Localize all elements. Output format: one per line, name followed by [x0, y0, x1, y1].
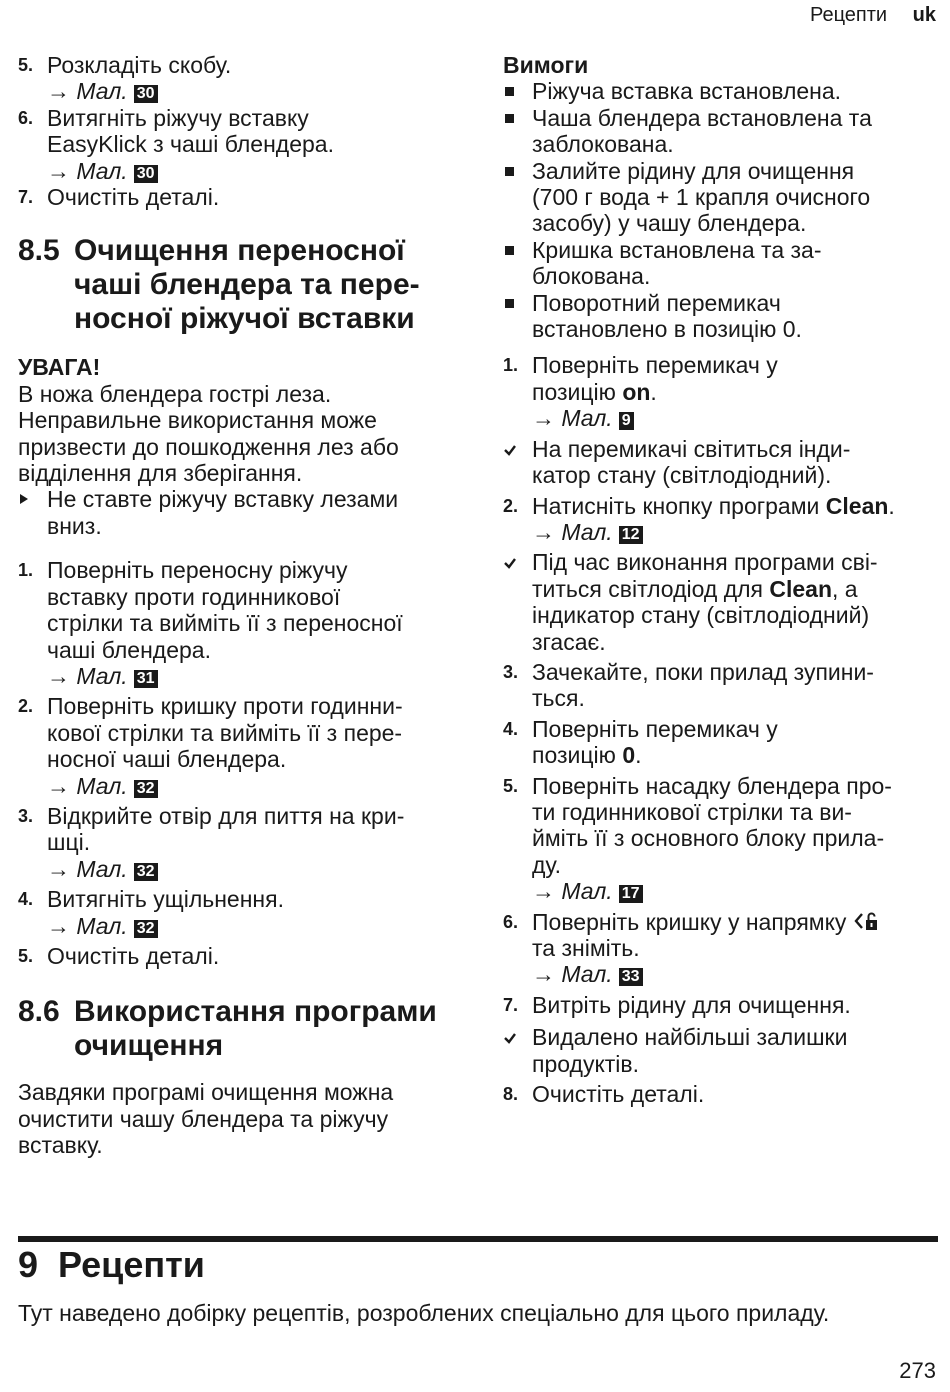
step-item	[18, 693, 458, 799]
chapter-title: Рецепти	[58, 1244, 205, 1285]
step-number: 3.	[503, 661, 519, 682]
section-title-line: Використання програми	[74, 995, 437, 1029]
step-line	[532, 742, 938, 768]
step-line: Поверніть перемикач у	[532, 352, 778, 379]
step-number: 6.	[503, 911, 519, 932]
program-button-label: Clean	[825, 492, 889, 519]
figure-label: → Мал.	[47, 855, 128, 882]
step-line: Витягніть ріжучу вставку	[47, 104, 309, 131]
step-line: чаші блендера.	[47, 636, 211, 663]
section-number: 8.6	[18, 995, 60, 1029]
step-number: 1.	[503, 355, 519, 376]
step-line: йміть її з основного блоку прила-	[532, 825, 885, 852]
requirement-line: Чаша блендера встановлена та	[532, 104, 872, 131]
step-number: 8.	[503, 1084, 519, 1105]
figure-reference	[532, 878, 938, 904]
step-line: шці.	[47, 829, 91, 856]
step-text: Поверніть кришку у напрямку	[532, 908, 847, 935]
step-line: вставку проти годинникової	[47, 583, 341, 610]
step-text: позицію	[532, 378, 616, 405]
step-item	[503, 659, 938, 712]
requirement-line: блокована.	[532, 263, 651, 290]
section-heading-8-5	[18, 234, 458, 336]
result-line: На перемикачі світиться інди-	[532, 435, 851, 462]
step-number: 2.	[18, 696, 34, 717]
paragraph-line: Завдяки програмі очищення можна	[18, 1079, 394, 1106]
step-line: ти годинникової стрілки та ви-	[532, 798, 852, 825]
requirement-item	[503, 78, 938, 104]
chapter-intro: Тут наведено добірку рецептів, розроблених спеціально для цього приладу.	[18, 1300, 830, 1326]
result-line: Видалено найбільші залишки	[532, 1024, 848, 1051]
figure-reference	[47, 663, 458, 689]
figure-reference	[532, 519, 938, 545]
step-item	[18, 886, 458, 939]
figure-label: → Мал.	[532, 878, 613, 905]
figure-reference	[532, 405, 938, 431]
step-item	[18, 943, 458, 969]
step-number: 2.	[503, 495, 519, 516]
step-number: 1.	[18, 560, 34, 581]
warning-action-line: вниз.	[47, 512, 102, 539]
arrow-bullet-icon	[20, 494, 28, 504]
result-line: Під час виконання програми сві-	[532, 549, 878, 576]
punctuation: .	[650, 378, 657, 405]
figure-label: → Мал.	[47, 662, 128, 689]
requirement-line: засобу) у чашу блендера.	[532, 210, 807, 237]
warning-action	[18, 486, 458, 539]
step-line	[532, 909, 938, 935]
figure-number: 31	[134, 670, 158, 688]
punctuation: .	[635, 742, 642, 769]
requirement-line: встановлено в позицію 0.	[532, 316, 802, 343]
figure-reference	[47, 856, 458, 882]
chapter-number: 9	[18, 1244, 39, 1285]
step-text: Витріть рідину для очищення.	[532, 991, 851, 1018]
requirement-line: Поворотний перемикач	[532, 289, 781, 316]
paragraph-line: очистити чашу блендера та ріжучу	[18, 1105, 389, 1132]
warning-title: УВАГА!	[18, 354, 101, 381]
square-bullet-icon	[505, 167, 514, 176]
result-line: згасає.	[532, 628, 606, 655]
step-line: Зачекайте, поки прилад зупини-	[532, 658, 874, 685]
step-item	[503, 992, 938, 1018]
result-item	[503, 1024, 938, 1077]
step-text: позицію	[532, 742, 616, 769]
switch-position-label: on	[622, 378, 651, 405]
step-text: Очистіть деталі.	[532, 1081, 705, 1108]
requirement-line: заблокована.	[532, 131, 674, 158]
figure-number: 32	[134, 780, 158, 798]
figure-label: → Мал.	[532, 518, 613, 545]
requirement-item	[503, 158, 938, 237]
figure-reference	[47, 78, 458, 104]
result-item	[503, 549, 938, 655]
figure-number: 33	[619, 968, 643, 986]
step-number: 7.	[503, 994, 519, 1015]
step-item	[503, 352, 938, 431]
step-item	[503, 1081, 938, 1107]
step-item	[18, 557, 458, 689]
requirements-title: Вимоги	[503, 52, 589, 78]
figure-label: → Мал.	[47, 912, 128, 939]
requirement-item	[503, 290, 938, 343]
section-heading-8-6	[18, 995, 458, 1063]
checkmark-icon	[503, 1024, 517, 1050]
requirement-line: (700 г вода + 1 крапля очисного	[532, 184, 871, 211]
result-item	[503, 436, 938, 489]
section-title-line: Очищення переносної	[74, 234, 405, 268]
figure-label: → Мал.	[47, 157, 128, 184]
running-header	[810, 4, 936, 27]
step-item	[503, 716, 938, 769]
figure-label: → Мал.	[47, 772, 128, 799]
step-line: ться.	[532, 685, 585, 712]
step-item	[503, 493, 938, 546]
header-language: uk	[912, 4, 936, 26]
step-number: 5.	[18, 945, 34, 966]
step-item	[503, 909, 938, 988]
warning-line: Неправильне використання може	[18, 407, 377, 434]
step-item	[18, 105, 458, 184]
square-bullet-icon	[505, 87, 514, 96]
step-line	[532, 493, 938, 519]
chapter-heading	[18, 1244, 205, 1286]
page-number: 273	[899, 1358, 936, 1383]
requirement-line: Ріжуча вставка встановлена.	[532, 78, 842, 105]
right-column	[503, 52, 938, 1107]
step-number: 5.	[503, 775, 519, 796]
section-paragraph	[18, 1079, 458, 1158]
step-line: EasyKlick з чаші блендера.	[47, 131, 334, 158]
step-text: Натисніть кнопку програми	[532, 492, 820, 519]
result-line: продуктів.	[532, 1050, 640, 1077]
figure-label: → Мал.	[532, 961, 613, 988]
step-line	[532, 379, 938, 405]
square-bullet-icon	[505, 246, 514, 255]
section-number: 8.5	[18, 234, 60, 268]
warning-line: В ножа блендера гострі леза.	[18, 380, 332, 407]
section-title-line: носної ріжучої вставки	[74, 302, 415, 336]
step-number: 5.	[18, 55, 34, 75]
requirement-line: Залийте рідину для очищення	[532, 157, 855, 184]
step-item	[503, 773, 938, 905]
square-bullet-icon	[505, 114, 514, 123]
figure-label: → Мал.	[532, 405, 613, 432]
step-list	[18, 557, 458, 969]
result-line: індикатор стану (світлодіодний)	[532, 602, 870, 629]
step-item	[18, 803, 458, 882]
figure-number: 9	[619, 412, 634, 430]
warning-line: призвести до пошкодження лез або	[18, 433, 399, 460]
section-title-line: очищення	[74, 1029, 224, 1063]
figure-number: 17	[619, 885, 643, 903]
figure-reference	[532, 961, 938, 987]
step-number: 3.	[18, 805, 34, 826]
step-line: Поверніть переносну ріжучу	[47, 557, 348, 584]
unlock-direction-icon	[853, 910, 881, 932]
step-line: Поверніть перемикач у	[532, 715, 778, 742]
checkmark-icon	[503, 436, 517, 462]
step-item	[18, 184, 458, 210]
chapter-divider	[18, 1236, 938, 1242]
figure-reference	[47, 158, 458, 184]
step-text: Розкладіть скобу.	[47, 52, 232, 78]
warning-box	[18, 354, 458, 539]
figure-number: 32	[134, 863, 158, 881]
square-bullet-icon	[505, 299, 514, 308]
step-number: 4.	[18, 889, 34, 910]
step-line: Очистіть деталі.	[47, 942, 220, 969]
step-line: Поверніть насадку блендера про-	[532, 772, 892, 799]
figure-number: 30	[134, 165, 158, 183]
step-line: кової стрілки та вийміть її з пере-	[47, 719, 403, 746]
warning-action-line: Не ставте ріжучу вставку лезами	[47, 486, 399, 513]
step-text: Очистіть деталі.	[47, 184, 220, 211]
switch-position-label: 0	[622, 742, 636, 769]
step-line: стрілки та вийміть її з переносної	[47, 610, 403, 637]
requirement-line: Кришка встановлена та за-	[532, 236, 822, 263]
step-number: 4.	[503, 718, 519, 739]
step-item	[18, 52, 458, 105]
result-line: катор стану (світлодіодний).	[532, 462, 832, 489]
section-title-line: чаші блендера та пере-	[74, 268, 420, 302]
result-text: титься світлодіод для	[532, 575, 763, 602]
figure-label: → Мал.	[47, 78, 128, 105]
figure-reference	[47, 773, 458, 799]
left-column	[18, 52, 458, 1159]
figure-number: 30	[134, 85, 158, 103]
header-section: Рецепти	[809, 4, 888, 26]
warning-line: відділення для зберігання.	[18, 460, 303, 487]
punctuation: .	[888, 492, 895, 519]
figure-number: 12	[619, 526, 643, 544]
step-number: 7.	[18, 187, 34, 208]
paragraph-line: вставку.	[18, 1132, 103, 1159]
program-button-label: Clean	[769, 575, 833, 602]
checkmark-icon	[503, 549, 517, 575]
step-line: Витягніть ущільнення.	[47, 886, 284, 913]
step-line: носної чаші блендера.	[47, 746, 287, 773]
figure-number: 32	[134, 920, 158, 938]
step-number: 6.	[18, 107, 34, 128]
step-line: ду.	[532, 851, 562, 878]
result-text: , а	[832, 575, 858, 602]
step-line: Відкрийте отвір для пиття на кри-	[47, 802, 405, 829]
figure-reference	[47, 913, 458, 939]
result-line	[532, 576, 938, 602]
requirement-item	[503, 105, 938, 158]
step-line: та зніміть.	[532, 935, 640, 961]
requirement-item	[503, 237, 938, 290]
step-line: Поверніть кришку проти годинни-	[47, 693, 403, 720]
